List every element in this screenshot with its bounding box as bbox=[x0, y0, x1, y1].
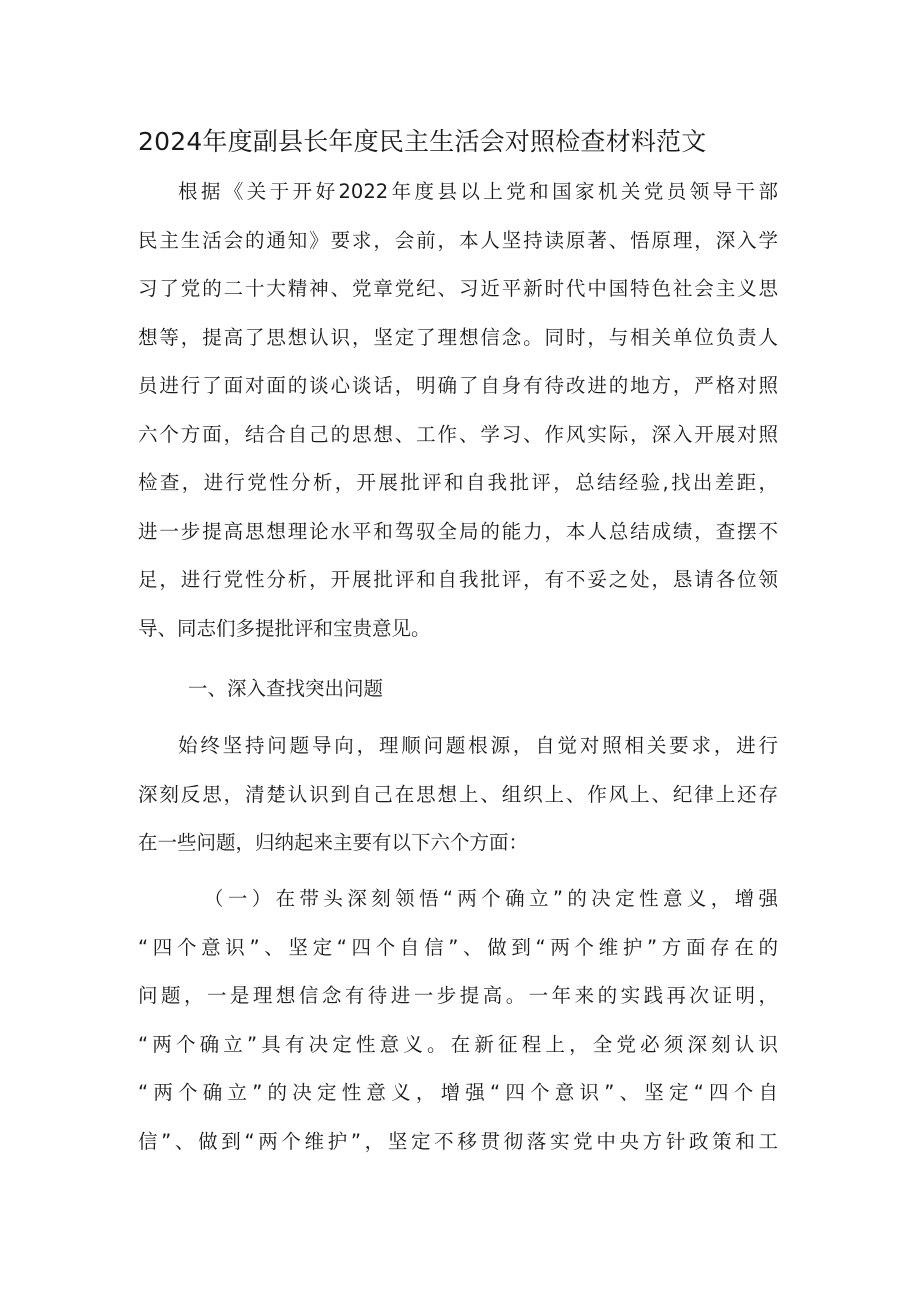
text-line: 导、同志们多提批评和宝贵意见。 bbox=[138, 616, 431, 640]
section1-paragraph bbox=[138, 722, 778, 868]
text-line: “两个确立”具有决定性意义。在新征程上，全党必须深刻认识 bbox=[138, 1032, 778, 1056]
text-line: 深刻反思，清楚认识到自己在思想上、组织上、作风上、纪律上还存 bbox=[138, 782, 778, 806]
section-heading: 一、深入查找突出问题 bbox=[188, 677, 384, 700]
text-line: 检查，进行党性分析，开展批评和自我批评，总结经验,找出差距， bbox=[138, 471, 778, 494]
text-line: “两个确立”的决定性意义，增强“四个意识”、坚定“四个自 bbox=[138, 1081, 778, 1104]
text-line: 六个方面，结合自己的思想、工作、学习、作风实际，深入开展对照 bbox=[138, 422, 778, 446]
text-line: 员进行了面对面的谈心谈话，明确了自身有待改进的地方，严格对照 bbox=[138, 374, 778, 397]
text-line: 在一些问题，归纳起来主要有以下六个方面： bbox=[138, 831, 529, 854]
intro-paragraph bbox=[138, 168, 778, 653]
text-line: （一）在带头深刻领悟“两个确立”的决定性意义，增强 bbox=[204, 887, 778, 910]
document-title: 2024年度副县长年度民主生活会对照检查材料范文 bbox=[138, 127, 707, 156]
text-line: 习了党的二十大精神、党章党纪、习近平新时代中国特色社会主义思 bbox=[138, 277, 778, 300]
text-line: “四个意识”、坚定“四个自信”、做到“两个维护”方面存在的 bbox=[138, 935, 778, 959]
text-line: 民主生活会的通知》要求，会前，本人坚持读原著、悟原理，深入学 bbox=[138, 228, 778, 252]
text-line: 足，进行党性分析，开展批评和自我批评，有不妥之处，恳请各位领 bbox=[138, 568, 778, 591]
text-line: 问题，一是理想信念有待进一步提高。一年来的实践再次证明， bbox=[138, 984, 778, 1007]
subsection1-paragraph bbox=[138, 875, 778, 1166]
text-line: 根据《关于开好2022年度县以上党和国家机关党员领导干部 bbox=[178, 180, 778, 203]
text-line: 进一步提高思想理论水平和驾驭全局的能力，本人总结成绩，查摆不 bbox=[138, 519, 778, 543]
text-line: 始终坚持问题导向，理顺问题根源，自觉对照相关要求，进行 bbox=[178, 734, 778, 757]
text-line: 想等，提高了思想认识，坚定了理想信念。同时，与相关单位负责人 bbox=[138, 325, 778, 349]
text-line: 信”、做到“两个维护”，坚定不移贯彻落实党中央方针政策和工 bbox=[138, 1129, 778, 1153]
